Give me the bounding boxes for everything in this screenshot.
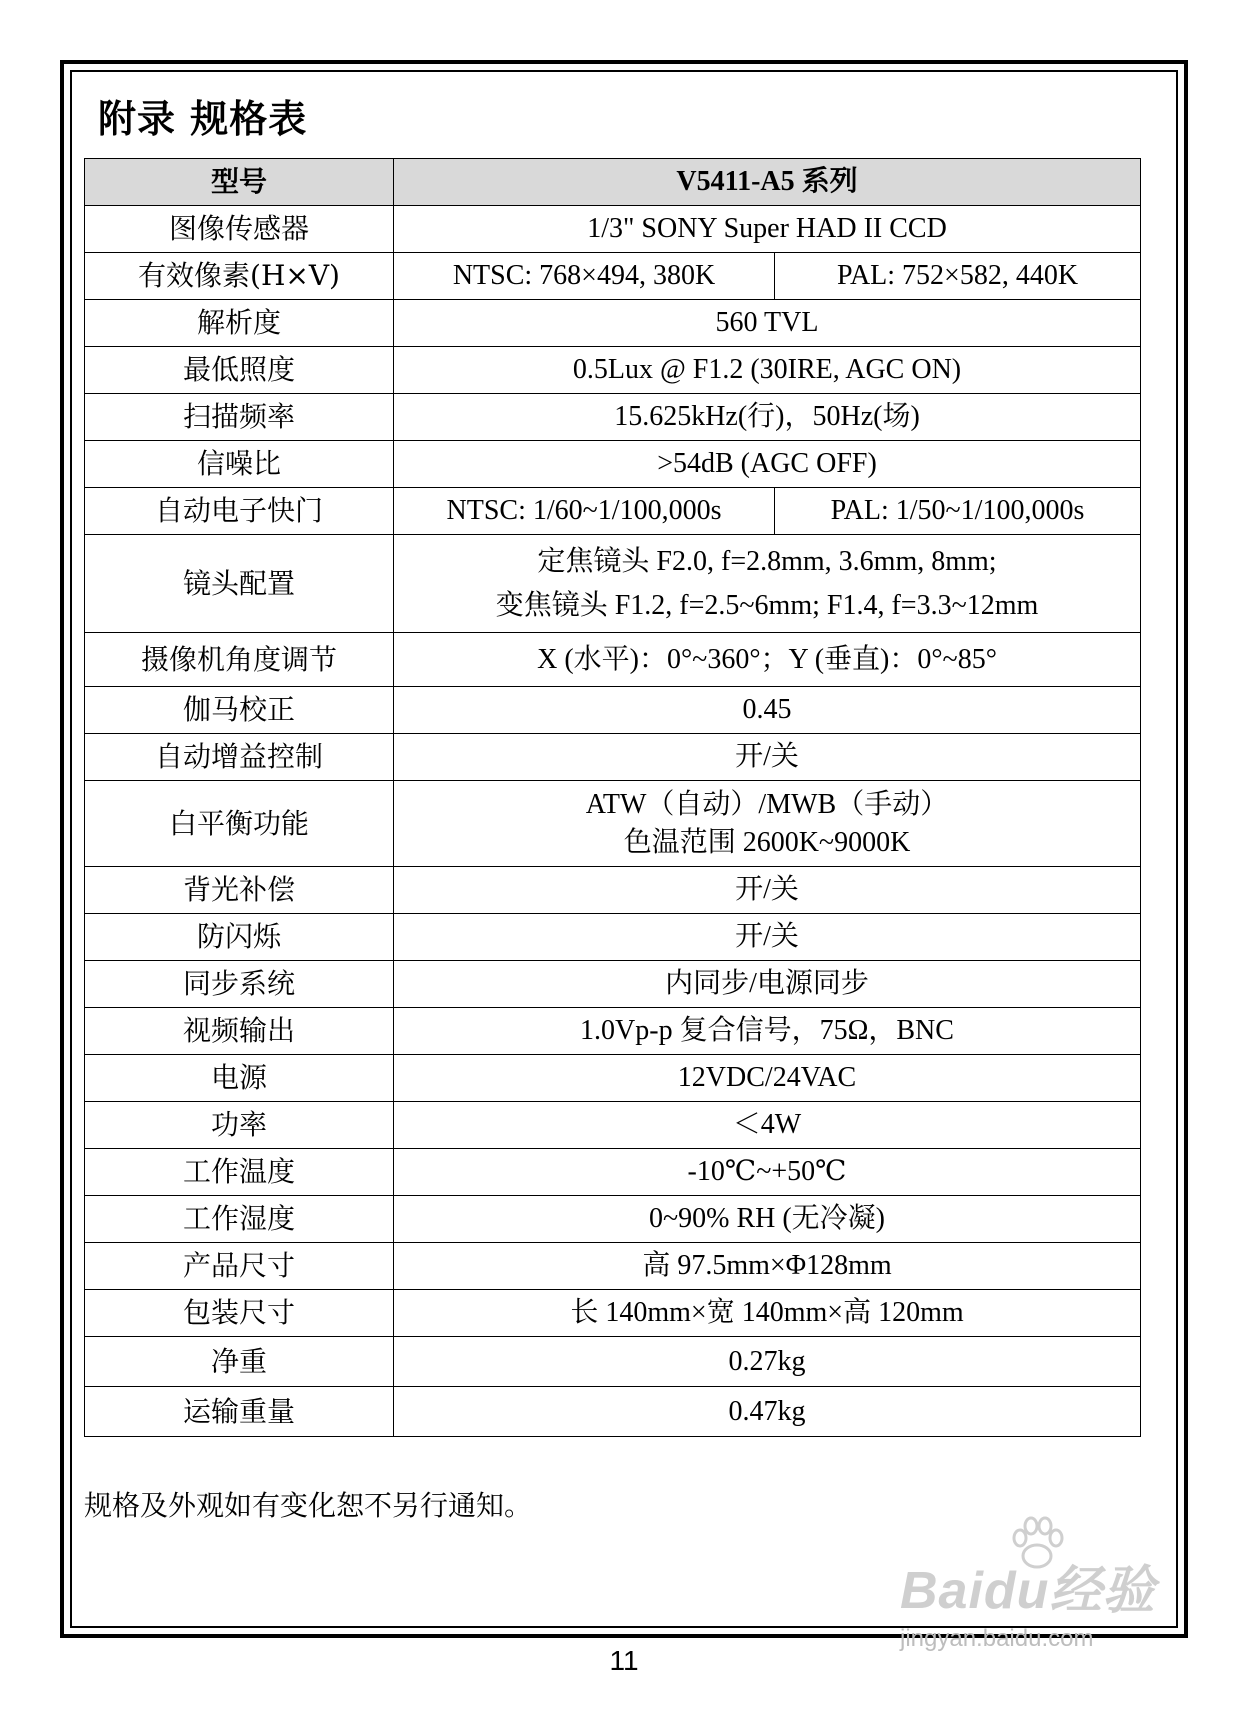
row-label: 解析度: [85, 300, 394, 347]
row-label: 电源: [85, 1055, 394, 1102]
row-value: 长 140mm×宽 140mm×高 120mm: [394, 1290, 1141, 1337]
table-row: [85, 867, 1141, 914]
table-row: [85, 734, 1141, 781]
row-value: [394, 535, 1141, 633]
row-value: 开/关: [394, 867, 1141, 914]
row-label: 最低照度: [85, 347, 394, 394]
row-label: 有效像素(H×V): [85, 253, 394, 300]
row-value: 1.0Vp-p 复合信号，75Ω，BNC: [394, 1008, 1141, 1055]
row-label: 镜头配置: [85, 535, 394, 633]
table-row: [85, 633, 1141, 687]
table-row: [85, 300, 1141, 347]
table-row: [85, 1387, 1141, 1437]
row-label: 包装尺寸: [85, 1290, 394, 1337]
table-row: [85, 394, 1141, 441]
row-label: 白平衡功能: [85, 781, 394, 867]
row-value-line2: 变焦镜头 F1.2, f=2.5~6mm; F1.4, f=3.3~12mm: [495, 589, 1039, 621]
row-value: ＜4W: [394, 1102, 1141, 1149]
row-label: 摄像机角度调节: [85, 633, 394, 687]
row-value: 12VDC/24VAC: [394, 1055, 1141, 1102]
row-value: 开/关: [394, 734, 1141, 781]
watermark-url: jingyan.baidu.com: [900, 1625, 1094, 1652]
row-label: 同步系统: [85, 961, 394, 1008]
row-value-pal: PAL: 1/50~1/100,000s: [775, 488, 1141, 535]
table-row: [85, 1337, 1141, 1387]
row-label: 背光补偿: [85, 867, 394, 914]
row-value: 1/3" SONY Super HAD II CCD: [394, 206, 1141, 253]
row-value: 开/关: [394, 914, 1141, 961]
row-value: 高 97.5mm×Φ128mm: [394, 1243, 1141, 1290]
row-label: 信噪比: [85, 441, 394, 488]
table-row: [85, 253, 1141, 300]
page-title: 附录 规格表: [98, 97, 308, 141]
row-label: 自动增益控制: [85, 734, 394, 781]
spec-table: [84, 158, 1141, 1437]
table-row: [85, 1196, 1141, 1243]
row-value: 560 TVL: [394, 300, 1141, 347]
table-row: [85, 687, 1141, 734]
table-row: [85, 1149, 1141, 1196]
table-row: [85, 781, 1141, 867]
page-number: 11: [609, 1645, 639, 1676]
table-row: [85, 441, 1141, 488]
row-value: 0.27kg: [394, 1337, 1141, 1387]
row-label: 伽马校正: [85, 687, 394, 734]
table-header-row: [85, 159, 1141, 206]
row-value-line2: 色温范围 2600K~9000K: [623, 826, 911, 858]
row-label: 产品尺寸: [85, 1243, 394, 1290]
row-label: 工作湿度: [85, 1196, 394, 1243]
row-label: 工作温度: [85, 1149, 394, 1196]
row-label: 运输重量: [85, 1387, 394, 1437]
table-row: [85, 1008, 1141, 1055]
header-value: V5411-A5 系列: [394, 159, 1141, 206]
table-row: [85, 347, 1141, 394]
row-label: 扫描频率: [85, 394, 394, 441]
header-label: 型号: [85, 159, 394, 206]
row-value-ntsc: NTSC: 1/60~1/100,000s: [394, 488, 775, 535]
row-value-pal: PAL: 752×582, 440K: [775, 253, 1141, 300]
row-label: 视频输出: [85, 1008, 394, 1055]
row-value: 0.5Lux @ F1.2 (30IRE, AGC ON): [394, 347, 1141, 394]
row-value-ntsc: NTSC: 768×494, 380K: [394, 253, 775, 300]
row-label: 净重: [85, 1337, 394, 1387]
row-label: 防闪烁: [85, 914, 394, 961]
row-value: 0.45: [394, 687, 1141, 734]
watermark-logo: Baidu经验: [900, 1562, 1156, 1620]
table-row: [85, 1290, 1141, 1337]
row-value-line1: ATW（自动）/MWB（手动）: [585, 788, 949, 820]
table-row: [85, 1055, 1141, 1102]
table-row: [85, 1102, 1141, 1149]
row-value: 0.47kg: [394, 1387, 1141, 1437]
row-value: >54dB (AGC OFF): [394, 441, 1141, 488]
table-row: [85, 206, 1141, 253]
table-row: [85, 961, 1141, 1008]
row-value: [394, 781, 1141, 867]
table-row: [85, 488, 1141, 535]
row-value: 15.625kHz(行)，50Hz(场): [394, 394, 1141, 441]
table-row: [85, 535, 1141, 633]
watermark: [900, 1548, 1155, 1653]
disclaimer-note: 规格及外观如有变化恕不另行通知。: [84, 1489, 533, 1522]
row-value: 0~90% RH (无冷凝): [394, 1196, 1141, 1243]
table-row: [85, 1243, 1141, 1290]
row-label: 图像传感器: [85, 206, 394, 253]
row-value-line1: 定焦镜头 F2.0, f=2.8mm, 3.6mm, 8mm;: [537, 545, 997, 577]
table-row: [85, 914, 1141, 961]
row-value: X (水平)：0°~360°；Y (垂直)：0°~85°: [394, 633, 1141, 687]
row-label: 功率: [85, 1102, 394, 1149]
row-value: -10℃~+50℃: [394, 1149, 1141, 1196]
row-label: 自动电子快门: [85, 488, 394, 535]
row-value: 内同步/电源同步: [394, 961, 1141, 1008]
